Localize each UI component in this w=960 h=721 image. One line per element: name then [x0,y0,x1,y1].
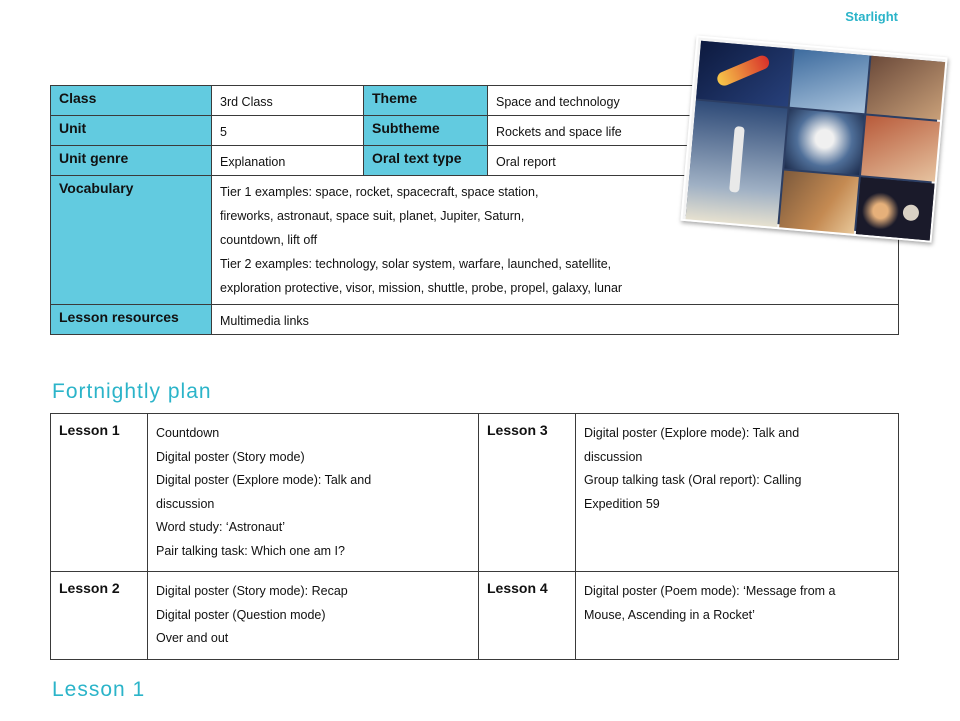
activity-item: Group talking task (Oral report): Calling [584,473,802,487]
lesson-4-activities [576,572,899,660]
vocab-line: exploration protective, visor, mission, shuttle, probe, propel, galaxy, lunar [220,281,623,295]
oral-text-type-value: Oral report [488,146,899,176]
subtheme-value: Rockets and space life [488,116,899,146]
activity-item: Digital poster (Story mode) [156,449,305,464]
activity-item: Digital poster (Explore mode): Talk and [584,426,800,440]
class-label: Class [51,86,212,116]
rocket-launch-photo [685,101,787,228]
class-value: 3rd Class [212,86,364,116]
vocab-line: fireworks, astronaut, space suit, planet, Jupiter, Saturn, [220,209,525,223]
space-photo-collage [680,35,947,242]
activity-item: discussion [156,496,215,511]
mars-rover-photo [779,170,859,234]
unit-label: Unit [51,116,212,146]
theme-label: Theme [364,86,488,116]
lesson-2-activities [148,572,479,660]
lesson-1-label: Lesson 1 [51,414,148,572]
lesson-resources-value: Multimedia links [212,305,899,335]
oral-text-type-label: Oral text type [364,146,488,176]
lesson-1-activities [148,414,479,572]
unit-value: 5 [212,116,364,146]
astronaut-photo [784,109,864,175]
brand-name: Starlight [845,9,898,24]
lesson-2-label: Lesson 2 [51,572,148,660]
unit-genre-label: Unit genre [51,146,212,176]
vocab-line: Tier 1 examples: space, rocket, spacecraft, space station, [220,185,539,199]
rocket-photo [696,41,793,107]
activity-item: Expedition 59 [584,496,660,511]
activity-item: Pair talking task: Which one am I? [156,543,345,558]
vocab-line: Tier 2 examples: technology, solar system, warfare, launched, satellite, [220,257,612,271]
lesson-3-label: Lesson 3 [479,414,576,572]
activity-item: Digital poster (Question mode) [156,607,326,622]
lesson-4-label: Lesson 4 [479,572,576,660]
activity-item: Mouse, Ascending in a Rocket’ [584,607,755,622]
vocab-line: countdown, lift off [220,233,318,247]
activity-item: discussion [584,449,643,464]
fortnightly-plan-table [50,413,899,660]
planets-photo [856,177,936,241]
space-station-photo [790,49,870,113]
satellite-photo [861,116,941,182]
activity-item: Over and out [156,631,229,645]
subtheme-label: Subtheme [364,116,488,146]
theme-value: Space and technology [488,86,899,116]
spacecraft-interior-photo [866,56,946,120]
fortnightly-plan-heading: Fortnightly plan [52,380,212,403]
lesson-resources-label: Lesson resources [51,305,212,335]
vocabulary-label: Vocabulary [51,176,212,305]
activity-item: Digital poster (Explore mode): Talk and [156,473,372,487]
activity-item: Digital poster (Story mode): Recap [156,584,348,598]
activity-item: Digital poster (Poem mode): ‘Message from a [584,584,836,598]
activity-item: Countdown [156,426,220,440]
unit-genre-value: Explanation [212,146,364,176]
lesson-3-activities [576,414,899,572]
activity-item: Word study: ‘Astronaut’ [156,520,285,534]
lesson-1-heading: Lesson 1 [52,678,146,701]
